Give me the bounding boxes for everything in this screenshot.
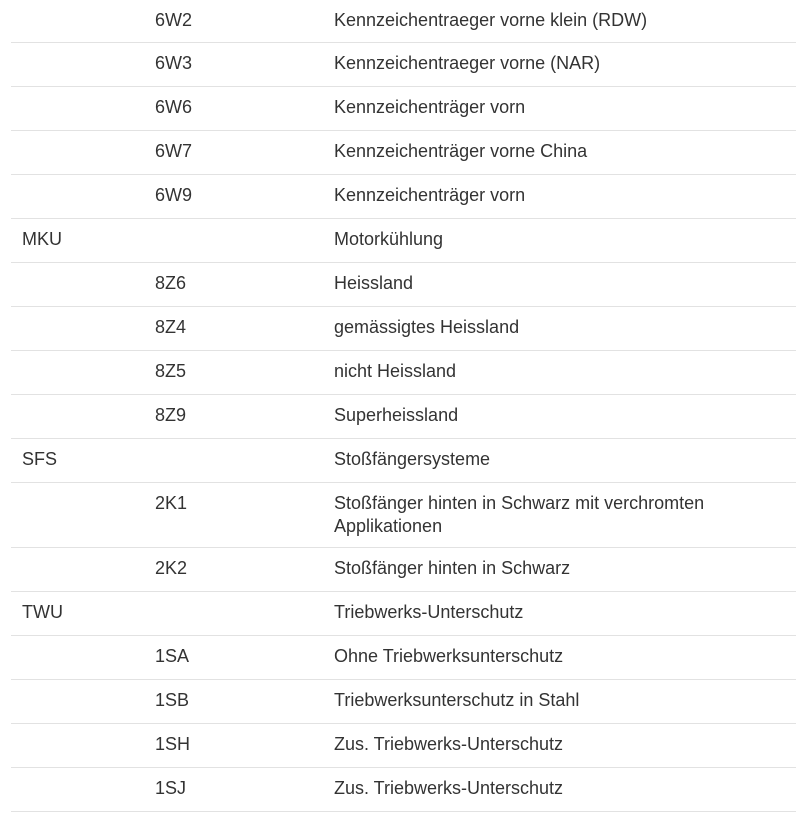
description-cell: nicht Heissland — [334, 361, 457, 381]
code-cell: 1SH — [155, 734, 191, 754]
table-row — [11, 351, 796, 395]
code-cell: 6W9 — [155, 185, 193, 205]
table-row — [11, 548, 796, 592]
table-row — [11, 768, 796, 812]
description-cell: Kennzeichenträger vorn — [334, 97, 526, 117]
group-cell: MKU — [22, 229, 62, 249]
code-cell: 6W7 — [155, 141, 193, 161]
code-cell: 6W6 — [155, 97, 193, 117]
description-cell: Superheissland — [334, 405, 459, 425]
description-cell: Triebwerks-Unterschutz — [334, 602, 524, 622]
table-row — [11, 263, 796, 307]
description-cell: Ohne Triebwerksunterschutz — [334, 646, 564, 666]
table-row — [11, 592, 796, 636]
group-cell: SFS — [22, 449, 58, 469]
code-cell: 1SB — [155, 690, 190, 710]
group-cell: TWU — [22, 602, 63, 622]
table-row — [11, 0, 796, 43]
table-row — [11, 307, 796, 351]
table-row — [11, 680, 796, 724]
description-cell: Kennzeichentraeger vorne (NAR) — [334, 53, 601, 73]
table-row — [11, 724, 796, 768]
table-row — [11, 43, 796, 87]
table-row — [11, 87, 796, 131]
code-cell: 8Z9 — [155, 405, 187, 425]
code-cell: 8Z4 — [155, 317, 187, 337]
table-row — [11, 131, 796, 175]
description-cell: gemässigtes Heissland — [334, 317, 520, 337]
table-row — [11, 636, 796, 680]
code-cell: 2K2 — [155, 558, 188, 578]
table-row — [11, 395, 796, 439]
code-cell: 1SJ — [155, 778, 187, 798]
description-cell: Stoßfänger hinten in Schwarz mit verchromten Applikationen — [334, 493, 705, 536]
description-cell: Stoßfänger hinten in Schwarz — [334, 558, 571, 578]
code-cell: 6W2 — [155, 10, 193, 30]
description-cell: Triebwerksunterschutz in Stahl — [334, 690, 580, 710]
table-row — [11, 439, 796, 483]
code-cell: 6W3 — [155, 53, 193, 73]
description-cell: Kennzeichenträger vorn — [334, 185, 526, 205]
description-cell: Kennzeichenträger vorne China — [334, 141, 588, 161]
options-table — [11, 0, 796, 812]
description-cell: Kennzeichentraeger vorne klein (RDW) — [334, 10, 648, 30]
table-row — [11, 483, 796, 548]
code-cell: 8Z6 — [155, 273, 187, 293]
table-row — [11, 219, 796, 263]
description-cell: Zus. Triebwerks-Unterschutz — [334, 778, 564, 798]
description-cell: Motorkühlung — [334, 229, 444, 249]
description-cell: Heissland — [334, 273, 414, 293]
description-cell: Stoßfängersysteme — [334, 449, 491, 469]
code-cell: 2K1 — [155, 493, 188, 513]
code-cell: 8Z5 — [155, 361, 187, 381]
description-cell: Zus. Triebwerks-Unterschutz — [334, 734, 564, 754]
code-cell: 1SA — [155, 646, 190, 666]
table-row — [11, 175, 796, 219]
